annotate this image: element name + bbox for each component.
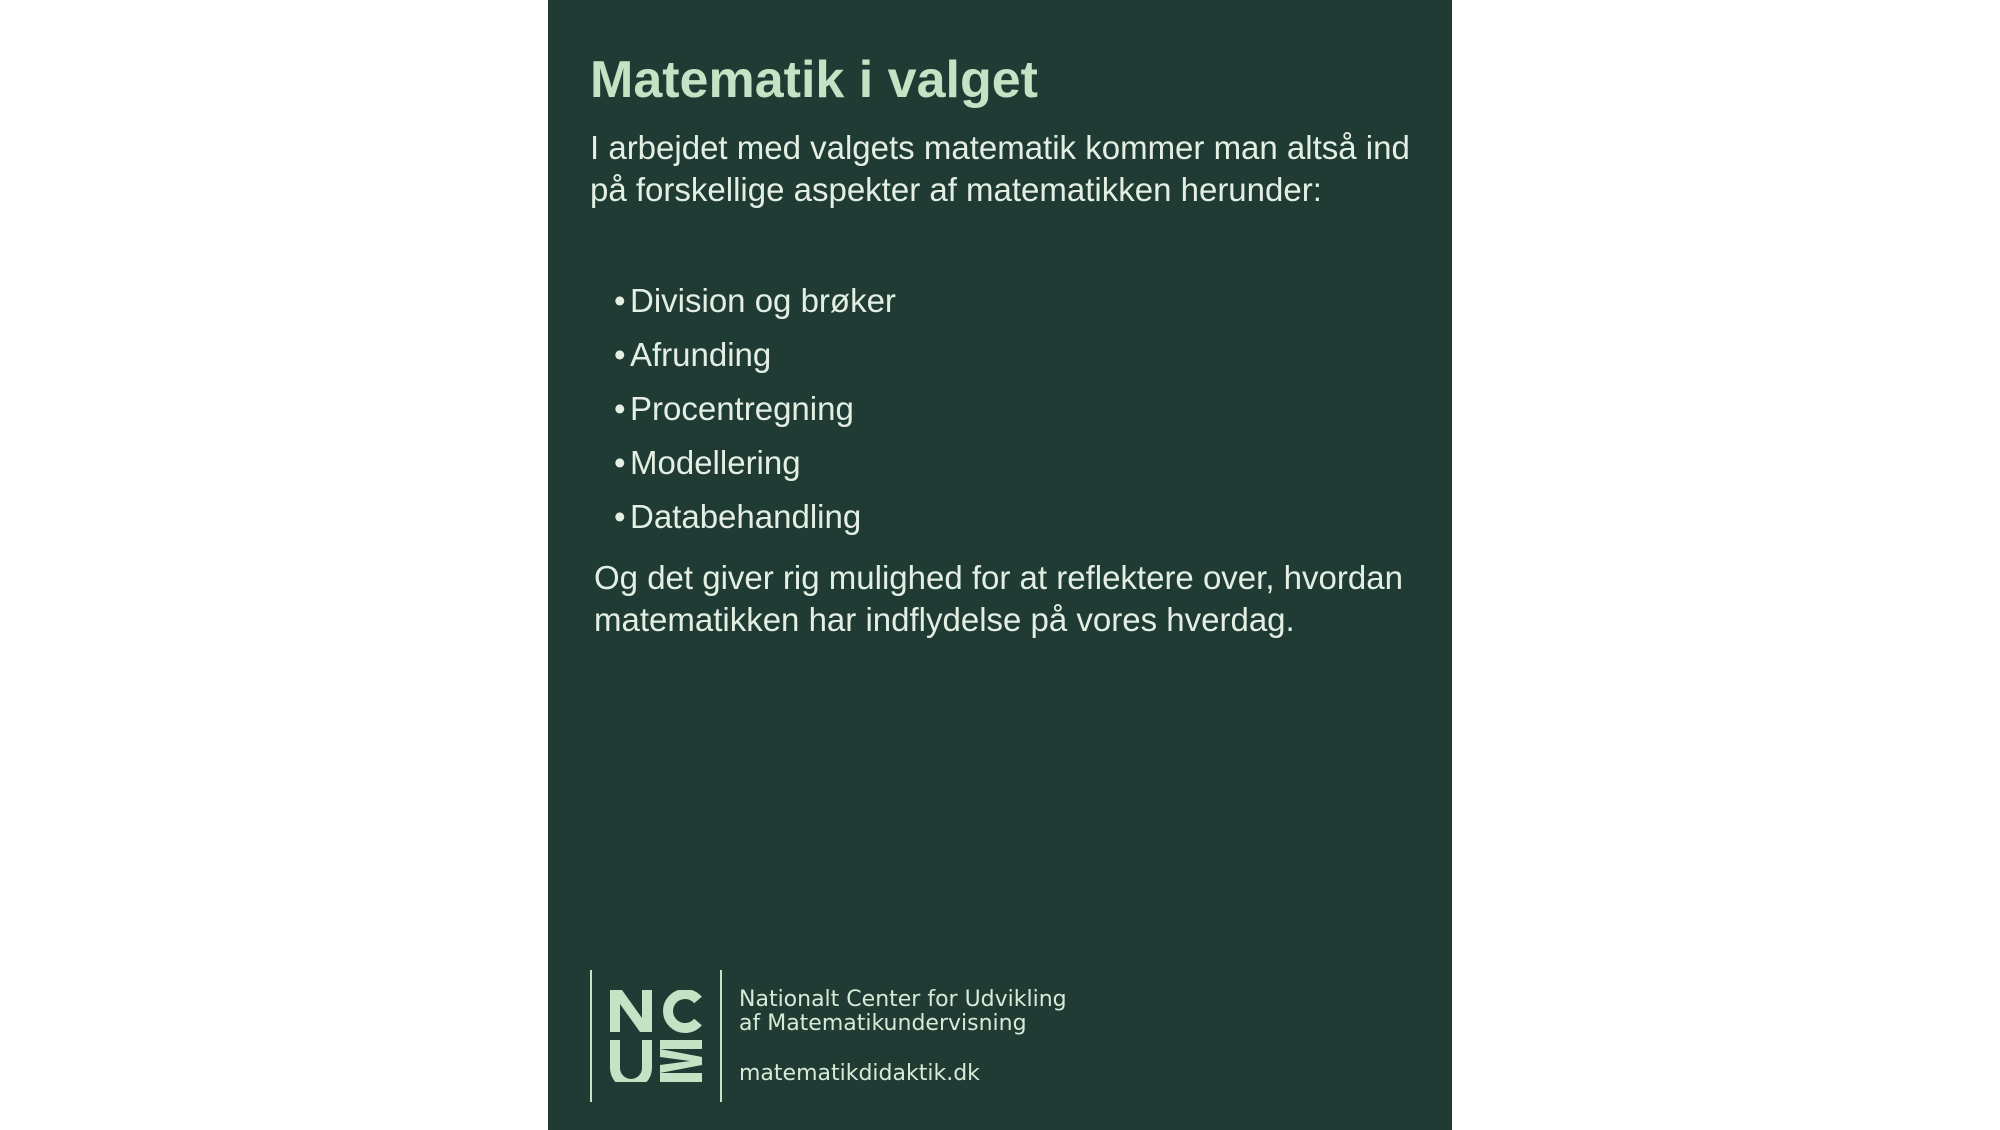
org-line-1: Nationalt Center for Udvikling (739, 987, 1067, 1012)
list-item (614, 442, 896, 496)
website-url: matematikdidaktik.dk (739, 1061, 980, 1086)
slide-panel (548, 0, 1452, 1130)
list-item-label: Division og brøker (630, 282, 896, 319)
org-line-2: af Matematikundervisning (739, 1011, 1027, 1036)
outro-paragraph: Og det giver rig mulighed for at reflektere over, hvordan matematikken har indflydelse på vores hverdag. (594, 559, 1403, 638)
list-item (614, 280, 896, 334)
list-item-label: Modellering (630, 444, 801, 481)
bullet-icon: • (614, 498, 626, 535)
list-item-label: Databehandling (630, 498, 862, 535)
bullet-icon: • (614, 444, 626, 481)
list-item (614, 388, 896, 442)
organization-name (739, 988, 1067, 1036)
topic-list (614, 280, 896, 550)
ncum-logo (610, 990, 702, 1082)
list-item (614, 496, 896, 550)
bullet-icon: • (614, 336, 626, 373)
list-item (614, 334, 896, 388)
intro-paragraph: I arbejdet med valgets matematik kommer man altså ind på forskellige aspekter af matematikken herunder: (590, 129, 1410, 208)
list-item-label: Procentregning (630, 390, 854, 427)
divider-left (590, 970, 592, 1102)
slide-title: Matematik i valget (590, 51, 1038, 109)
list-item-label: Afrunding (630, 336, 772, 373)
divider-right (720, 970, 722, 1102)
bullet-icon: • (614, 282, 626, 319)
footer (590, 970, 1190, 1102)
bullet-icon: • (614, 390, 626, 427)
